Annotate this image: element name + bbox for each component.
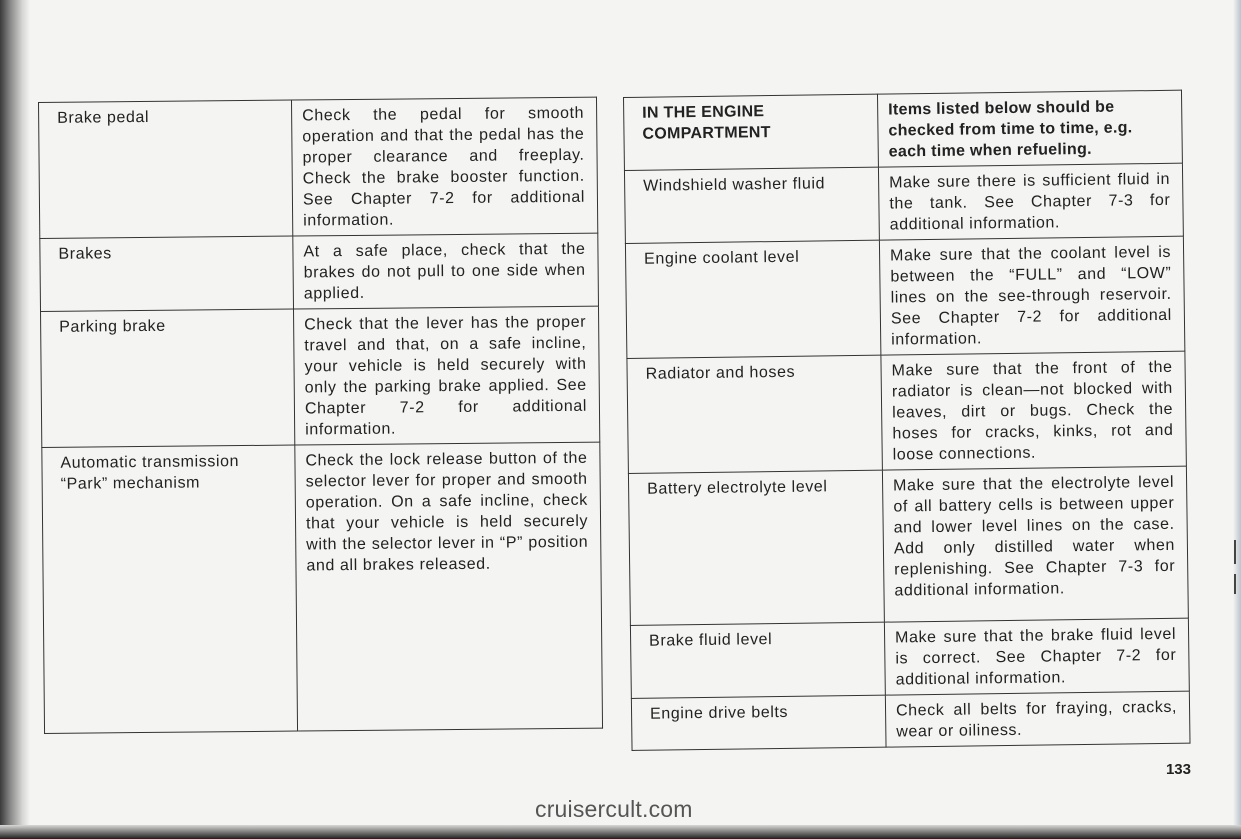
margin-mark xyxy=(1234,574,1236,594)
engine-compartment-table xyxy=(623,90,1191,751)
item-cell: Parking brake xyxy=(41,309,295,447)
check-cell: Check that the lever has the proper travel and that, on a safe incline, your vehicle is held securely with only the parking brake applied. See Chapter 7-2 for additional information. xyxy=(293,306,599,445)
check-cell: At a safe place, check that the brakes do not pull to one side when applied. xyxy=(293,233,599,309)
table-row xyxy=(42,442,603,733)
check-cell: Make sure that the brake fluid level is correct. See Chapter 7-2 for additional information. xyxy=(884,618,1189,695)
check-cell: Check the pedal for smooth operation and that the pedal has the proper clearance and freeplay. Check the brake booster function. See Chapter 7-2 for additional information. xyxy=(291,97,597,236)
table-row xyxy=(628,466,1188,625)
page-number: 133 xyxy=(1165,761,1191,778)
check-cell: Make sure that the front of the radiator is clean—not blocked with leaves, dirt or bugs. Check the hoses for cracks, kinks, rot and loose connections. xyxy=(881,351,1186,470)
table-row xyxy=(631,691,1190,750)
item-cell: Brakes xyxy=(40,236,294,311)
scan-bottom-edge xyxy=(0,825,1241,839)
table-row xyxy=(624,163,1183,243)
table-row xyxy=(625,236,1184,358)
check-cell: Make sure that the electrolyte level of all battery cells is between upper and lower level lines on the case. Add only distilled water when replenishing. See Chapter 7-3 for additional information. xyxy=(882,466,1188,622)
item-line: “Park” mechanism xyxy=(60,474,201,493)
book-spine-shadow xyxy=(0,0,30,839)
check-cell: Check all belts for fraying, cracks, wear or oiliness. xyxy=(885,691,1190,747)
section-note: Items listed below should be checked from time to time, e.g. each time when refueling. xyxy=(877,90,1182,167)
table-row xyxy=(40,233,599,311)
check-cell: Make sure that the coolant level is between the “FULL” and “LOW” lines on the see-through reservoir. See Chapter 7-2 for additional information. xyxy=(879,236,1184,355)
item-cell: Brake fluid level xyxy=(630,622,885,698)
item-cell: Battery electrolyte level xyxy=(628,470,884,625)
item-cell: Windshield washer fluid xyxy=(624,167,879,243)
watermark: cruisercult.com xyxy=(535,796,693,822)
item-cell: Engine coolant level xyxy=(625,240,880,358)
item-cell: Brake pedal xyxy=(39,100,293,238)
item-cell: Radiator and hoses xyxy=(627,355,882,473)
section-heading: IN THE ENGINE COMPARTMENT xyxy=(624,94,879,170)
table-row xyxy=(627,351,1186,473)
table-row xyxy=(630,618,1189,698)
item-line: Automatic transmission xyxy=(60,453,240,472)
item-cell: Engine drive belts xyxy=(631,695,886,750)
table-heading-row xyxy=(624,90,1183,170)
margin-mark xyxy=(1234,540,1236,564)
table-row xyxy=(41,306,600,447)
item-cell xyxy=(42,445,298,733)
table-row xyxy=(39,97,598,238)
page-edge xyxy=(1233,0,1241,839)
left-checklist-table xyxy=(38,97,603,734)
check-cell: Check the lock release button of the selector lever for proper and smooth operation. On a safe incline, check that your vehicle is held securely with the selector lever in “P” position and all brakes released. xyxy=(295,442,603,731)
check-cell: Make sure there is sufficient fluid in the tank. See Chapter 7-3 for additional information. xyxy=(878,163,1183,240)
